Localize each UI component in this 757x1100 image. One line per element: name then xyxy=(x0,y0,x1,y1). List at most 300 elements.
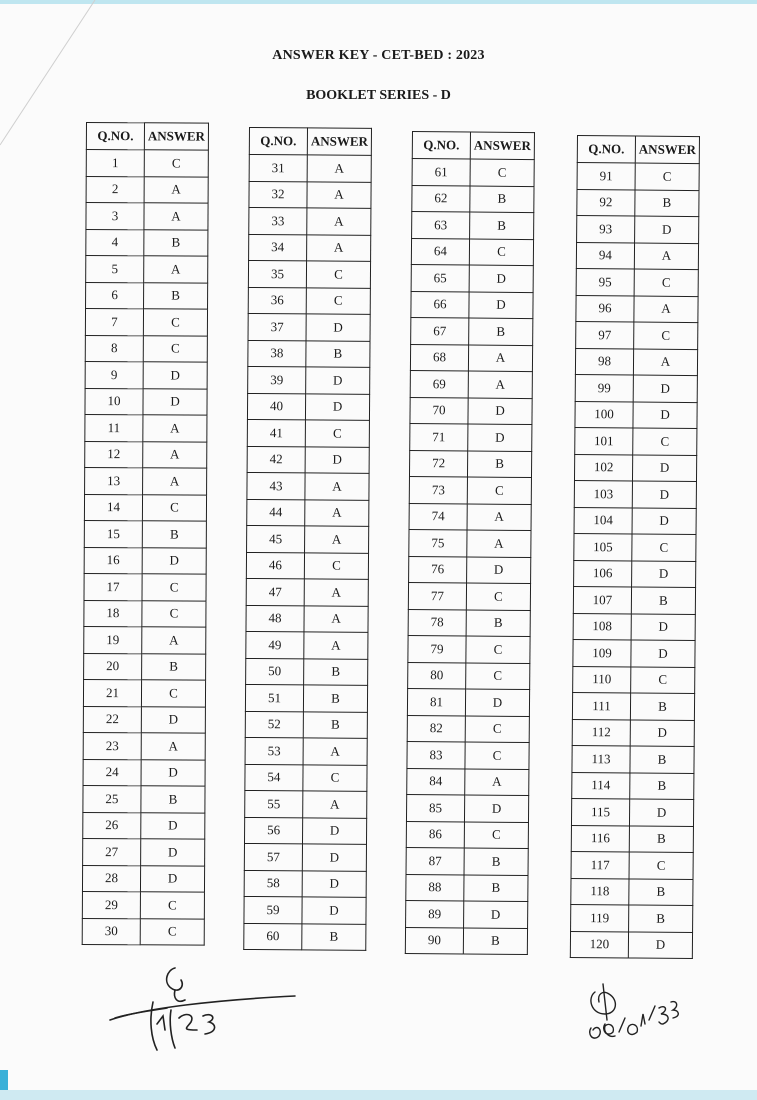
question-number: 25 xyxy=(83,785,141,812)
answer-letter: B xyxy=(630,772,694,799)
table-row xyxy=(409,529,531,557)
table-row xyxy=(574,454,696,482)
answer-letter: C xyxy=(464,821,528,848)
page-title: ANSWER KEY - CET-BED : 2023 xyxy=(272,48,485,63)
answer-letter: D xyxy=(632,481,696,508)
question-number: 43 xyxy=(247,472,305,499)
question-number: 3 xyxy=(86,203,144,230)
answer-letter: A xyxy=(467,503,531,530)
table-row xyxy=(83,759,205,786)
question-number: 74 xyxy=(409,503,467,530)
table-row xyxy=(249,208,371,235)
question-number: 32 xyxy=(249,181,307,208)
answer-letter: D xyxy=(629,799,693,826)
answer-letter: A xyxy=(144,203,208,230)
answer-letter: A xyxy=(305,499,369,526)
table-row xyxy=(412,212,534,240)
answer-header: ANSWER xyxy=(307,128,371,155)
question-number: 55 xyxy=(245,790,303,817)
table-row xyxy=(86,203,208,230)
answer-letter: B xyxy=(142,521,206,548)
question-number: 115 xyxy=(571,798,629,825)
answer-letter: B xyxy=(144,229,208,256)
table-row xyxy=(83,838,205,865)
table-row xyxy=(411,238,533,266)
answer-letter: A xyxy=(467,530,531,557)
booklet-series: BOOKLET SERIES - D xyxy=(306,88,451,103)
table-row xyxy=(576,242,698,270)
answer-letter: B xyxy=(469,318,533,345)
question-number: 12 xyxy=(85,441,143,468)
qno-header: Q.NO. xyxy=(249,128,307,155)
answer-letter: C xyxy=(140,892,204,919)
question-number: 65 xyxy=(411,264,469,291)
question-number: 105 xyxy=(574,533,632,560)
page-bottom-edge xyxy=(0,1090,757,1100)
answer-letter: B xyxy=(467,450,531,477)
table-row xyxy=(575,427,697,455)
answer-letter: C xyxy=(142,574,206,601)
table-row xyxy=(83,785,205,812)
table-row xyxy=(572,719,694,747)
table-row xyxy=(83,732,205,759)
table-row xyxy=(245,711,367,738)
table-row xyxy=(248,340,370,367)
table-row xyxy=(245,764,367,791)
answer-letter: A xyxy=(305,473,369,500)
table-row xyxy=(572,745,694,773)
table-row xyxy=(576,295,698,323)
table-header-row xyxy=(86,123,208,151)
table-header-row xyxy=(412,132,534,160)
answer-letter: C xyxy=(629,852,693,879)
answer-letter: D xyxy=(140,865,204,892)
table-row xyxy=(410,344,532,372)
table-row xyxy=(247,472,369,499)
question-number: 15 xyxy=(84,520,142,547)
table-row xyxy=(85,467,207,494)
answer-letter: A xyxy=(142,627,206,654)
answer-letter: B xyxy=(303,685,367,712)
question-number: 37 xyxy=(248,313,306,340)
answer-header: ANSWER xyxy=(470,132,534,160)
answer-letter: C xyxy=(304,552,368,579)
question-number: 114 xyxy=(572,772,630,799)
table-row xyxy=(85,335,207,362)
question-number: 38 xyxy=(248,340,306,367)
table-row xyxy=(84,520,206,547)
answer-letter: B xyxy=(629,905,693,932)
table-row xyxy=(82,865,204,892)
answer-letter: C xyxy=(634,322,698,349)
table-row xyxy=(244,817,366,844)
answer-letter: A xyxy=(144,256,208,283)
question-number: 106 xyxy=(574,560,632,587)
question-number: 68 xyxy=(410,344,468,371)
question-number: 104 xyxy=(574,507,632,534)
question-number: 8 xyxy=(85,335,143,362)
answer-letter: C xyxy=(142,600,206,627)
question-number: 76 xyxy=(409,556,467,583)
question-number: 5 xyxy=(86,256,144,283)
answer-letter: B xyxy=(470,212,534,239)
answer-letter: C xyxy=(306,261,370,288)
answer-letter: B xyxy=(464,874,528,901)
table-row xyxy=(86,176,208,203)
answer-letter: B xyxy=(630,693,694,720)
answer-letter: D xyxy=(142,547,206,574)
answer-letter: B xyxy=(142,653,206,680)
question-number: 103 xyxy=(574,480,632,507)
table-row xyxy=(247,499,369,526)
table-row xyxy=(406,874,528,902)
table-row xyxy=(248,261,370,288)
table-row xyxy=(247,446,369,473)
question-number: 62 xyxy=(412,185,470,212)
question-number: 120 xyxy=(570,931,628,958)
answer-letter: D xyxy=(631,613,695,640)
question-number: 54 xyxy=(245,764,303,791)
table-row xyxy=(410,370,532,398)
table-row xyxy=(405,927,527,955)
answer-letter: D xyxy=(305,446,369,473)
answer-letter: C xyxy=(466,583,530,610)
table-row xyxy=(412,185,534,213)
table-row xyxy=(247,419,369,446)
table-row xyxy=(82,891,204,918)
table-row xyxy=(409,476,531,504)
question-number: 18 xyxy=(84,600,142,627)
table-row xyxy=(246,605,368,632)
answer-letter: A xyxy=(307,155,371,182)
question-number: 9 xyxy=(85,361,143,388)
question-number: 24 xyxy=(83,759,141,786)
question-number: 29 xyxy=(82,891,140,918)
table-row xyxy=(571,798,693,826)
answer-letter: D xyxy=(631,640,695,667)
qno-header: Q.NO. xyxy=(86,123,144,150)
answer-letter: C xyxy=(140,918,204,945)
question-number: 73 xyxy=(409,476,467,503)
table-row xyxy=(84,573,206,600)
signature-left xyxy=(105,960,305,1055)
answer-letter: C xyxy=(634,269,698,296)
answer-letter: A xyxy=(633,349,697,376)
answer-letter: A xyxy=(304,632,368,659)
answer-letter: C xyxy=(465,742,529,769)
table-row xyxy=(244,896,366,923)
question-number: 41 xyxy=(247,419,305,446)
answer-letter: C xyxy=(469,239,533,266)
answer-letter: B xyxy=(631,587,695,614)
answer-letter: D xyxy=(464,795,528,822)
answer-table-4 xyxy=(570,135,700,959)
question-number: 56 xyxy=(244,817,302,844)
table-row xyxy=(83,706,205,733)
question-number: 14 xyxy=(84,494,142,521)
question-number: 94 xyxy=(576,242,634,269)
table-row xyxy=(83,812,205,839)
answer-letter: B xyxy=(630,746,694,773)
table-row xyxy=(244,870,366,897)
answer-letter: D xyxy=(302,897,366,924)
answer-letter: A xyxy=(468,371,532,398)
question-number: 113 xyxy=(572,745,630,772)
table-row xyxy=(410,397,532,425)
question-number: 77 xyxy=(408,582,466,609)
question-number: 40 xyxy=(247,393,305,420)
answer-letter: D xyxy=(143,388,207,415)
table-row xyxy=(571,904,693,932)
table-row xyxy=(577,189,699,217)
table-row xyxy=(85,441,207,468)
question-number: 70 xyxy=(410,397,468,424)
question-number: 82 xyxy=(407,715,465,742)
answer-letter: A xyxy=(307,208,371,235)
question-number: 92 xyxy=(577,189,635,216)
question-number: 93 xyxy=(577,216,635,243)
question-number: 35 xyxy=(248,261,306,288)
question-number: 58 xyxy=(244,870,302,897)
question-number: 107 xyxy=(573,586,631,613)
question-number: 21 xyxy=(83,679,141,706)
table-row xyxy=(576,268,698,296)
answer-letter: D xyxy=(141,812,205,839)
question-number: 47 xyxy=(246,578,304,605)
table-row xyxy=(409,503,531,531)
question-number: 109 xyxy=(573,639,631,666)
answer-letter: D xyxy=(469,292,533,319)
table-row xyxy=(84,494,206,521)
question-number: 97 xyxy=(576,321,634,348)
table-row xyxy=(409,556,531,584)
question-number: 72 xyxy=(409,450,467,477)
question-number: 11 xyxy=(85,414,143,441)
table-row xyxy=(571,878,693,906)
answer-letter: B xyxy=(306,340,370,367)
table-row xyxy=(572,692,694,720)
answer-letter: B xyxy=(463,927,527,954)
table-row xyxy=(406,821,528,849)
question-number: 116 xyxy=(571,825,629,852)
answer-letter: D xyxy=(468,424,532,451)
table-row xyxy=(249,234,371,261)
table-row xyxy=(570,931,692,959)
answer-letter: C xyxy=(633,428,697,455)
answer-letter: D xyxy=(464,901,528,928)
answer-table-3 xyxy=(405,131,535,955)
table-row xyxy=(573,586,695,614)
table-row xyxy=(571,825,693,853)
answer-letter: A xyxy=(305,526,369,553)
answer-letter: D xyxy=(141,839,205,866)
answer-letter: C xyxy=(632,534,696,561)
table-row xyxy=(246,658,368,685)
answer-letter: C xyxy=(143,309,207,336)
table-row xyxy=(573,639,695,667)
table-row xyxy=(575,401,697,429)
table-row xyxy=(411,317,533,345)
question-number: 26 xyxy=(83,812,141,839)
answer-letter: D xyxy=(302,817,366,844)
answer-letter: B xyxy=(144,282,208,309)
question-number: 7 xyxy=(85,309,143,336)
table-row xyxy=(82,918,204,945)
question-number: 88 xyxy=(406,874,464,901)
table-row xyxy=(245,737,367,764)
answer-letter: A xyxy=(143,468,207,495)
answer-letter: C xyxy=(143,335,207,362)
qno-header: Q.NO. xyxy=(577,136,635,164)
table-row xyxy=(411,291,533,319)
question-number: 91 xyxy=(577,163,635,190)
answer-letter: C xyxy=(467,477,531,504)
question-number: 118 xyxy=(571,878,629,905)
table-row xyxy=(83,679,205,706)
table-row xyxy=(248,287,370,314)
answer-letter: D xyxy=(306,367,370,394)
answer-letter: D xyxy=(305,393,369,420)
table-row xyxy=(245,790,367,817)
table-row xyxy=(575,348,697,376)
table-row xyxy=(408,662,530,690)
question-number: 64 xyxy=(411,238,469,265)
question-number: 86 xyxy=(406,821,464,848)
answer-letter: C xyxy=(305,420,369,447)
table-row xyxy=(84,600,206,627)
question-number: 20 xyxy=(84,653,142,680)
question-number: 60 xyxy=(244,923,302,950)
question-number: 66 xyxy=(411,291,469,318)
answer-letter: D xyxy=(635,216,699,243)
answer-letter: D xyxy=(632,454,696,481)
question-number: 52 xyxy=(245,711,303,738)
question-number: 17 xyxy=(84,573,142,600)
question-number: 59 xyxy=(244,896,302,923)
table-row xyxy=(244,843,366,870)
answer-letter: D xyxy=(143,362,207,389)
question-number: 49 xyxy=(246,631,304,658)
answer-letter: C xyxy=(470,159,534,186)
answer-letter: C xyxy=(635,163,699,190)
answer-letter: B xyxy=(466,609,530,636)
answer-letter: D xyxy=(628,931,692,958)
question-number: 95 xyxy=(576,268,634,295)
table-row xyxy=(412,159,534,187)
question-number: 28 xyxy=(82,865,140,892)
qno-header: Q.NO. xyxy=(412,132,470,160)
question-number: 81 xyxy=(407,688,465,715)
table-row xyxy=(247,525,369,552)
answer-letter: A xyxy=(144,176,208,203)
answer-letter: C xyxy=(142,494,206,521)
table-row xyxy=(574,480,696,508)
question-number: 30 xyxy=(82,918,140,945)
table-row xyxy=(247,393,369,420)
table-row xyxy=(244,923,366,950)
answer-letter: A xyxy=(307,234,371,261)
question-number: 79 xyxy=(408,635,466,662)
answer-table-2 xyxy=(243,127,372,951)
table-row xyxy=(246,631,368,658)
question-number: 16 xyxy=(84,547,142,574)
answer-letter: D xyxy=(468,398,532,425)
table-row xyxy=(246,552,368,579)
question-number: 61 xyxy=(412,159,470,186)
table-row xyxy=(574,560,696,588)
table-row xyxy=(406,900,528,928)
table-row xyxy=(84,653,206,680)
table-row xyxy=(249,155,371,182)
answer-letter: C xyxy=(303,764,367,791)
question-number: 96 xyxy=(576,295,634,322)
table-row xyxy=(575,374,697,402)
question-number: 117 xyxy=(571,851,629,878)
answer-header: ANSWER xyxy=(635,136,699,164)
answer-letter: A xyxy=(468,345,532,372)
answer-letter: D xyxy=(465,689,529,716)
question-number: 90 xyxy=(405,927,463,954)
table-row xyxy=(573,666,695,694)
question-number: 119 xyxy=(571,904,629,931)
signature-right xyxy=(585,980,705,1050)
answer-letter: B xyxy=(302,923,366,950)
table-row xyxy=(406,847,528,875)
answer-letter: C xyxy=(141,680,205,707)
table-row xyxy=(572,772,694,800)
question-number: 102 xyxy=(574,454,632,481)
question-number: 57 xyxy=(244,843,302,870)
table-row xyxy=(246,578,368,605)
question-number: 51 xyxy=(245,684,303,711)
table-row xyxy=(407,715,529,743)
question-number: 42 xyxy=(247,446,305,473)
table-row xyxy=(411,264,533,292)
answer-letter: C xyxy=(306,287,370,314)
answer-letter: B xyxy=(304,658,368,685)
table-row xyxy=(86,282,208,309)
question-number: 50 xyxy=(246,658,304,685)
question-number: 36 xyxy=(248,287,306,314)
answer-letter: B xyxy=(635,190,699,217)
answer-letter: D xyxy=(633,402,697,429)
answer-header: ANSWER xyxy=(144,123,208,150)
question-number: 71 xyxy=(410,423,468,450)
question-number: 111 xyxy=(572,692,630,719)
table-row xyxy=(571,851,693,879)
table-row xyxy=(407,741,529,769)
question-number: 1 xyxy=(86,150,144,177)
table-row xyxy=(576,321,698,349)
table-row xyxy=(407,688,529,716)
question-number: 22 xyxy=(83,706,141,733)
answer-letter: D xyxy=(632,507,696,534)
answer-letter: D xyxy=(306,314,370,341)
table-row xyxy=(84,626,206,653)
table-row xyxy=(410,423,532,451)
question-number: 19 xyxy=(84,626,142,653)
question-number: 84 xyxy=(407,768,465,795)
table-row xyxy=(85,361,207,388)
question-number: 98 xyxy=(575,348,633,375)
answer-letter: A xyxy=(141,733,205,760)
question-number: 101 xyxy=(575,427,633,454)
answer-letter: C xyxy=(466,636,530,663)
table-row xyxy=(85,388,207,415)
question-number: 45 xyxy=(247,525,305,552)
table-row xyxy=(408,582,530,610)
question-number: 69 xyxy=(410,370,468,397)
